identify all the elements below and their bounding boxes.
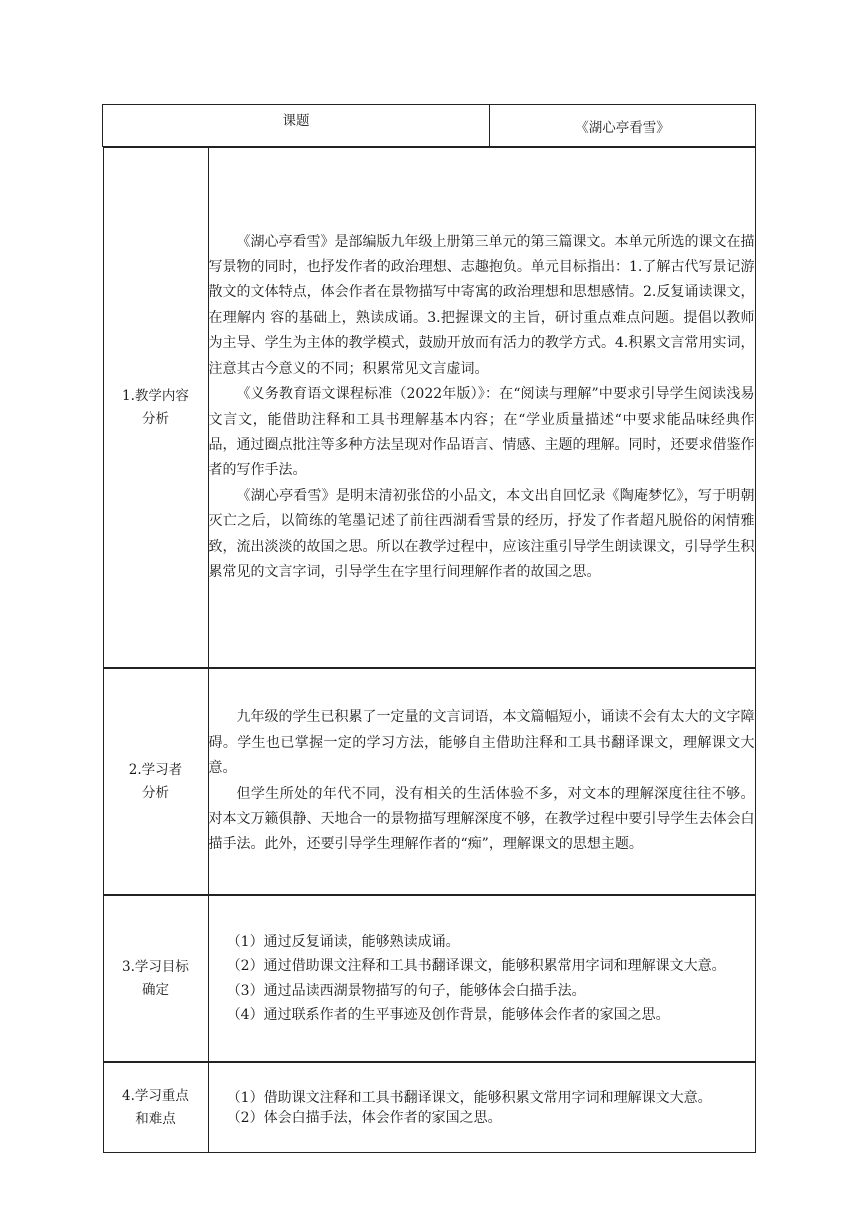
- learner-analysis-row: [103, 668, 756, 895]
- section-label-content-analysis: 1.教学内容 分析: [103, 148, 208, 668]
- topic-row: [103, 105, 756, 147]
- section-label-learner-analysis: 2.学习者 分析: [103, 669, 208, 895]
- learning-objectives-row: [103, 895, 756, 1062]
- section-label-learning-objectives: 3.学习目标 确定: [103, 896, 208, 1062]
- content-analysis-row: [103, 147, 756, 669]
- paragraph: 《湖心亭看雪》是明末清初张岱的小品文，本文出自回忆录《陶庵梦忆》，写于明朝灭亡之后，以简练的笔墨记述了前往西湖看雪景的经历，抒发了作者超凡脱俗的闲情雅致，流出淡淡的故国之思。所以在教学过程中，应该注重引导学生朗读课文，引导学生积累常见的文言字词，引导学生在字里行间理解作者的故国之思。: [208, 487, 755, 580]
- objective-item: （4）通过联系作者的生平事迹及创作背景，能够体会作者的家国之思。: [226, 1006, 670, 1023]
- section-label-key-points: 4.学习重点 和难点: [103, 1063, 208, 1153]
- paragraph: 《义务教育语文课程标准（2022年版）》：在“阅读与理解”中要求引导学生阅读浅易文言文，能借助注释和工具书理解基本内容；在“学业质量描述“中要求能品味经典作品，通过圈点批注等多种方法呈现对作品语言、情感、主题的理解。同时，还要求借鉴作者的写作手法。: [208, 386, 755, 479]
- paragraph: 但学生所处的年代不同，没有相关的生活体验不多，对文本的理解深度往往不够。 对本文万籁俱静、天地合一的景物描写理解深度不够，在教学过程中要引导学生去体会白描手法。此外，还要引导学生理解作者的“痴”，理解课文的思想主题。: [208, 785, 755, 853]
- key-point-item: （2）体会白描手法，体会作者的家国之思。: [226, 1109, 502, 1126]
- objective-item: （1）通过反复诵读，能够熟读成诵。: [226, 933, 460, 950]
- paragraph: 《湖心亭看雪》是部编版九年级上册第三单元的第三篇课文。本单元所选的课文在描写景物的同时，也抒发作者的政治理想、志趣抱负。单元目标指出：1.了解古代写景记游散文的文体特点，体会作者在景物描写中寄寓的政治理想和思想感情。2.反复诵读课文，在理解内 容的基础上，熟读成诵。3.把握课文的主旨，研讨重点难点问题。提倡以教师为主导、学生为主体的教学模式，鼓励开放而有活力的教学方式。4.积累文言常用实词，注意其古今意义的不同；积累常见文言虚词。: [208, 233, 755, 377]
- section-body-learner-analysis: [208, 669, 755, 895]
- objective-item: （2）通过借助课文注释和工具书翻译课文，能够积累常用字词和理解课文大意。: [226, 958, 726, 975]
- key-points-row: [103, 1062, 756, 1153]
- topic-value: 《湖心亭看雪》: [490, 105, 756, 147]
- objective-item: （3）通过品读西湖景物描写的句子，能够体会白描手法。: [226, 982, 586, 999]
- section-body-content-analysis: [208, 148, 755, 668]
- section-body-learning-objectives: [208, 896, 755, 1062]
- key-point-item: （1）借助课文注释和工具书翻译课文，能够积累文常用字词和理解课文大意。: [226, 1089, 712, 1106]
- paragraph: 九年级的学生已积累了一定量的文言词语，本文篇幅短小，诵读不会有太大的文字障碍。学生也已掌握一定的学习方法，能够自主借助注释和工具书翻译课文，理解课文大意。: [208, 709, 755, 777]
- topic-label: 课题: [103, 105, 490, 147]
- section-body-key-points: [208, 1063, 755, 1153]
- lesson-plan-table: [102, 104, 756, 1153]
